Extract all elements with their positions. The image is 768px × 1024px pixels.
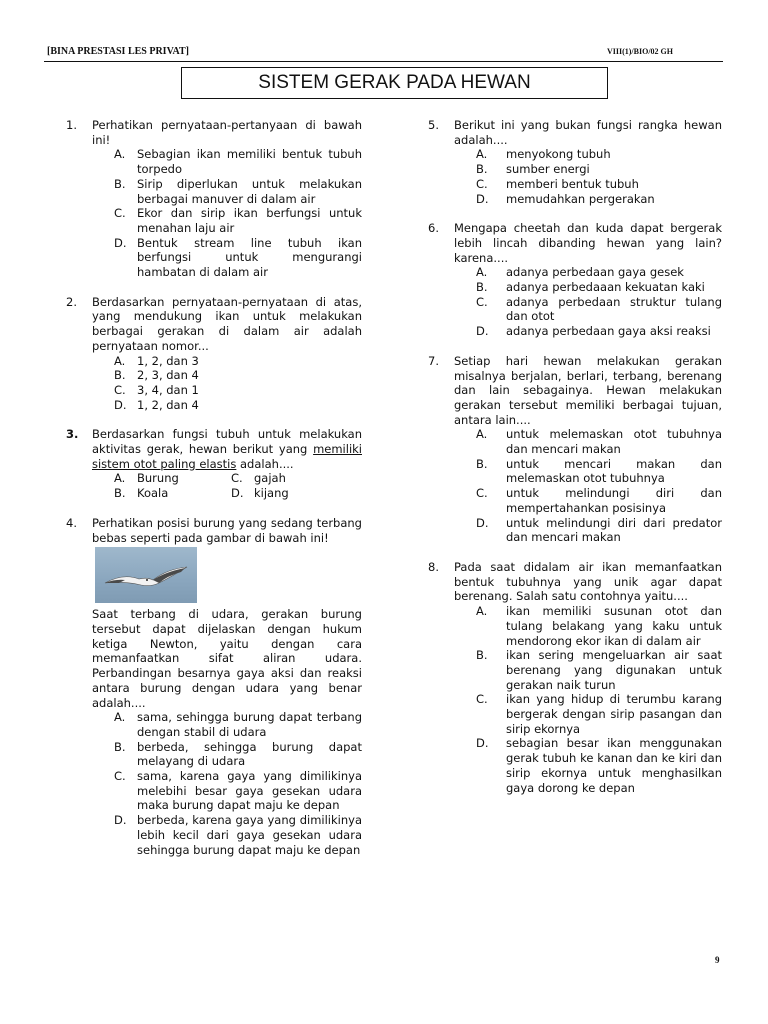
option-label: B. — [476, 162, 488, 177]
option-b[interactable] — [92, 740, 362, 769]
bird-icon — [95, 547, 197, 603]
left-column — [66, 118, 362, 872]
option-text: sebagian besar ikan menggunakan gerak tubuh ke kanan dan ke kiri dan sirip ekornya untuk menghasilkan gaya dorong ke depan — [506, 736, 722, 795]
option-label: D. — [476, 191, 489, 206]
option-d[interactable] — [92, 236, 362, 280]
seagull-photo — [95, 547, 197, 603]
option-label: A. — [114, 353, 126, 368]
question-7 — [428, 354, 722, 545]
question-stem: Perhatikan pernyataan-pertanyaan di bawah ini! — [92, 118, 362, 147]
option-b[interactable] — [454, 648, 722, 692]
option-c[interactable] — [454, 486, 722, 515]
option-b[interactable] — [454, 162, 722, 177]
option-text: Sebagian ikan memiliki bentuk tubuh torpedo — [137, 147, 362, 177]
option-text: kijang — [254, 486, 289, 501]
option-text: memudahkan pergerakan — [506, 191, 655, 206]
option-c[interactable] — [92, 383, 362, 398]
option-label: A. — [114, 710, 126, 725]
question-number: 4. — [66, 515, 77, 530]
option-text: adanya perbedaaan kekuatan kaki — [506, 280, 705, 295]
option-text: Ekor dan sirip ikan berfungsi untuk menahan laju air — [137, 206, 362, 235]
option-text: untuk mencari makan dan melemaskan otot tubuhnya — [506, 456, 722, 486]
header-divider — [44, 61, 723, 62]
option-label: B. — [114, 739, 126, 754]
question-2 — [66, 295, 362, 413]
header-code: VIII(1)/BIO/02 GH — [606, 47, 673, 56]
question-stem: Mengapa cheetah dan kuda dapat bergerak lebih lincah dibanding hewan yang lain? karena.... — [454, 221, 722, 265]
option-b[interactable] — [454, 457, 722, 486]
question-number: 7. — [428, 353, 439, 368]
header-institution: [BINA PRESTASI LES PRIVAT] — [47, 46, 189, 57]
option-label: C. — [476, 294, 488, 309]
option-label: D. — [114, 813, 127, 828]
option-label: B. — [114, 176, 126, 191]
question-stem: Berdasarkan pernyataan-pernyataan di atas, yang mendukung ikan untuk melakukan berbagai gerakan di dalam air adalah pernyataan nomor... — [92, 294, 362, 353]
option-d[interactable] — [454, 516, 722, 545]
option-text: untuk melemaskan otot tubuhnya dan mencari makan — [506, 427, 722, 457]
question-5 — [428, 118, 722, 206]
option-text: sama, karena gaya yang dimilikinya melebihi besar gaya gesekan udara maka burung dapat maju ke depan — [137, 769, 362, 813]
option-label: B. — [476, 648, 488, 663]
option-b[interactable] — [114, 486, 231, 501]
question-continuation: Saat terbang di udara, gerakan burung tersebut dapat dijelaskan dengan hukum ketiga Newton, yaitu dengan cara memanfaatkan sifat aliran udara. Perbandingan besarnya gaya aksi dan reaksi antara burung dengan udara yang benar adalah.... — [92, 607, 362, 710]
option-label: A. — [476, 427, 488, 442]
option-text: gajah — [254, 471, 286, 486]
page-title: SISTEM GERAK PADA HEWAN — [181, 67, 608, 99]
option-text: berbeda, karena gaya yang dimilikinya lebih kecil dari gaya gesekan udara sehingga burung dapat maju ke depan — [137, 813, 362, 857]
page-number: 9 — [715, 955, 720, 965]
question-number: 8. — [428, 559, 439, 574]
option-text: untuk melindungi diri dari predator dan mencari makan — [506, 515, 722, 545]
option-label: C. — [476, 176, 488, 191]
option-label: C. — [476, 692, 488, 707]
option-a[interactable] — [454, 427, 722, 456]
option-d[interactable] — [231, 486, 361, 501]
question-4 — [66, 516, 362, 857]
question-stem: Pada saat didalam air ikan memanfaatkan bentuk tubuhnya yang unik agar dapat berenang. Salah satu contohnya yaitu.... — [454, 559, 722, 604]
question-number: 1. — [66, 118, 77, 132]
question-stem: Setiap hari hewan melakukan gerakan misalnya berjalan, berlari, terbang, berenang dan lain sebagainya. Hewan melakukan gerakan tersebut memiliki berbagai tujuan, antara lain.... — [454, 353, 722, 427]
option-d[interactable] — [454, 736, 722, 795]
option-text: 3, 4, dan 1 — [137, 382, 199, 397]
option-a[interactable] — [92, 354, 362, 369]
question-stem — [92, 427, 362, 471]
option-a[interactable] — [92, 710, 362, 739]
question-stem: Perhatikan posisi burung yang sedang terbang bebas seperti pada gambar di bawah ini! — [92, 515, 362, 545]
option-label: C. — [114, 769, 126, 784]
option-text: Bentuk stream line tubuh ikan berfungsi untuk mengurangi hambatan di dalam air — [137, 235, 362, 280]
option-c[interactable] — [454, 295, 722, 324]
option-text: sama, sehingga burung dapat terbang dengan stabil di udara — [137, 710, 362, 739]
option-label: D. — [476, 515, 489, 530]
option-label: D. — [114, 235, 127, 250]
option-text: adanya perbedaan struktur tulang dan otot — [506, 294, 722, 324]
option-text: 1, 2, dan 4 — [137, 397, 199, 412]
option-text: memberi bentuk tubuh — [506, 176, 639, 191]
right-column — [428, 118, 722, 810]
option-text: menyokong tubuh — [506, 147, 611, 162]
option-text: berbeda, sehingga burung dapat melayang di udara — [137, 739, 362, 769]
question-3 — [66, 427, 362, 501]
option-label: C. — [231, 471, 243, 486]
option-text: adanya perbedaan gaya aksi reaksi — [506, 324, 711, 339]
option-text: untuk melindungi diri dan mempertahankan posisinya — [506, 486, 722, 515]
question-stem: Berikut ini yang bukan fungsi rangka hewan adalah.... — [454, 118, 722, 147]
stem-part: Berdasarkan fungsi tubuh untuk melakukan aktivitas gerak, hewan berikut yang — [92, 427, 362, 457]
option-d[interactable] — [92, 398, 362, 413]
option-label: D. — [114, 397, 127, 412]
option-label: B. — [476, 280, 488, 295]
option-label: D. — [476, 324, 489, 339]
question-8 — [428, 560, 722, 795]
option-c[interactable] — [454, 177, 722, 192]
option-label: B. — [476, 456, 488, 471]
option-label: D. — [476, 736, 489, 751]
option-text: ikan yang hidup di terumbu karang bergerak dengan sirip pasangan dan sirip ekornya — [506, 692, 722, 736]
option-text: Sirip diperlukan untuk melakukan berbagai manuver di dalam air — [137, 176, 362, 206]
option-a[interactable] — [92, 147, 362, 176]
option-text: sumber energi — [506, 162, 590, 177]
option-b[interactable] — [454, 280, 722, 295]
option-c[interactable] — [231, 471, 361, 486]
option-a[interactable] — [454, 265, 722, 280]
question-1 — [66, 118, 362, 280]
option-text: 1, 2, dan 3 — [137, 353, 199, 368]
option-c[interactable] — [92, 206, 362, 235]
option-label: A. — [476, 265, 488, 280]
option-text: ikan memiliki susunan otot dan tulang belakang yang kaku untuk mendorong ekor ikan di dalam air — [506, 604, 722, 648]
option-label: D. — [231, 486, 244, 501]
stem-underlined: memiliki sistem otot paling elastis — [92, 442, 362, 471]
question-6 — [428, 221, 722, 339]
question-number: 2. — [66, 294, 77, 309]
option-d[interactable] — [454, 192, 722, 207]
question-number: 6. — [428, 221, 439, 236]
option-label: C. — [114, 382, 126, 397]
option-label: A. — [476, 604, 488, 619]
option-d[interactable] — [92, 813, 362, 857]
option-text: Koala — [137, 486, 169, 501]
option-b[interactable] — [92, 368, 362, 383]
stem-part: adalah.... — [236, 456, 294, 471]
option-label: C. — [114, 206, 126, 221]
option-text: adanya perbedaan gaya gesek — [506, 265, 684, 280]
option-label: B. — [114, 486, 126, 501]
option-b[interactable] — [92, 177, 362, 206]
option-a[interactable] — [114, 471, 231, 486]
option-label: C. — [476, 486, 488, 501]
option-label: A. — [476, 147, 488, 162]
option-c[interactable] — [92, 769, 362, 813]
option-text: 2, 3, dan 4 — [137, 368, 199, 383]
option-c[interactable] — [454, 692, 722, 736]
option-label: B. — [114, 368, 126, 383]
option-label: A. — [114, 147, 126, 162]
option-text: ikan sering mengeluarkan air saat berenang yang digunakan untuk gerakan naik turun — [506, 648, 722, 692]
option-a[interactable] — [454, 604, 722, 648]
option-a[interactable] — [454, 147, 722, 162]
option-d[interactable] — [454, 324, 722, 339]
question-number: 3. — [66, 427, 79, 442]
question-number: 5. — [428, 118, 439, 132]
option-text: Burung — [137, 471, 179, 486]
option-label: A. — [114, 471, 126, 486]
